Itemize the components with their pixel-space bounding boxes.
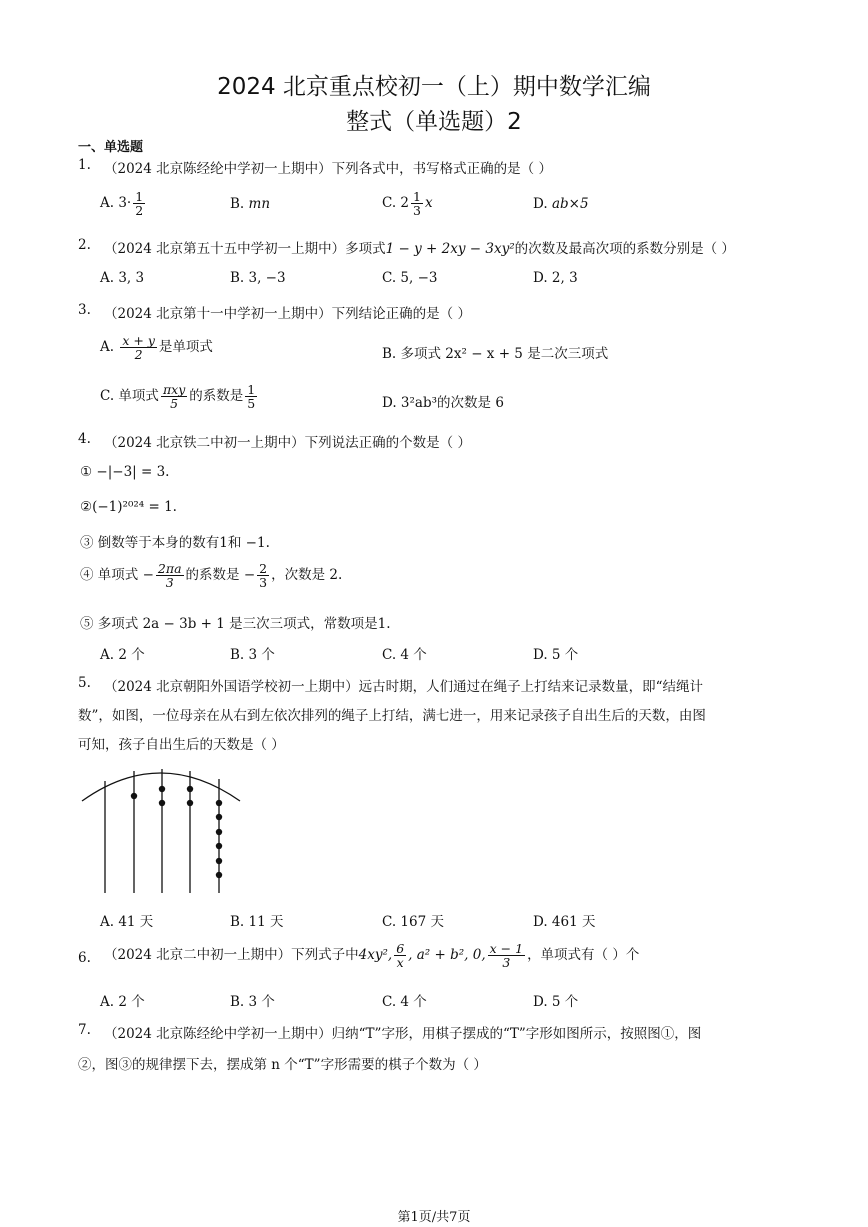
q1-option-c: C. 2 $\frac{1}{3}$ x [382,189,433,219]
q5-line-1: （2024 北京朝阳外国语学校初一上期中）远古时期，人们通过在绳子上打结来记录数量，即“结绳计 [104,679,704,695]
q6-option-b: B. 3 个 [230,994,275,1010]
q4-option-b: B. 3 个 [230,647,275,663]
q4-option-a: A. 2 个 [100,647,145,663]
q6-stem: （2024 北京二中初一上期中）下列式子中4xy², $\frac{6}{x}$ , a² + b², 0, $\frac{x - 1}{3}$ ，单项式有（ ）个 [104,941,640,971]
q4-option-d: D. 5 个 [533,647,579,663]
q4-option-c: C. 4 个 [382,647,427,663]
document-title: 2024 北京重点校初一（上）期中数学汇编 [217,74,651,100]
q2-stem: （2024 北京第五十五中学初一上期中）多项式1 − y + 2xy − 3xy²的次数及最高次项的系数分别是（ ） [104,241,735,257]
q1-option-b: B. mn [230,196,271,212]
page-footer: 第1页/共7页 [397,1210,471,1225]
q4-number: 4. [78,431,91,447]
q3-option-b: B. 多项式 2x² − x + 5 是二次三项式 [382,346,609,362]
q1-number: 1. [78,157,91,173]
q5-option-a: A. 41 天 [100,914,154,930]
q3-option-a: A. $\frac{x + y}{2}$ 是单项式 [100,333,213,363]
section-heading: 一、单选题 [78,140,144,155]
q3-stem: （2024 北京第十一中学初一上期中）下列结论正确的是（ ） [104,306,471,322]
q6-option-d: D. 5 个 [533,994,579,1010]
knot-rope-figure [78,765,248,897]
q2-option-b: B. 3, −3 [230,270,286,286]
q1-stem: （2024 北京陈经纶中学初一上期中）下列各式中，书写格式正确的是（ ） [104,161,552,177]
q4-statement-3: ③ 倒数等于本身的数有1和 −1. [80,535,270,551]
q3-option-c: C. 单项式 $\frac{\text{πxy}}{5}$ 的系数是 $\frac{1}{5}$ [100,382,256,412]
q4-stem: （2024 北京铁二中初一上期中）下列说法正确的个数是（ ） [104,435,471,451]
q2-option-d: D. 2, 3 [533,270,578,286]
q7-line-2: ②，图③的规律摆下去，摆成第 n 个“T”字形需要的棋子个数为（ ） [78,1057,487,1073]
q3-option-d: D. 3²ab³的次数是 6 [382,395,504,411]
q6-number: 6. [78,950,91,966]
q1-option-d: D. ab×5 [533,196,589,212]
q2-option-a: A. 3, 3 [100,270,145,286]
q2-number: 2. [78,237,91,253]
q5-option-b: B. 11 天 [230,914,284,930]
q5-line-2: 数”，如图，一位母亲在从右到左依次排列的绳子上打结，满七进一，用来记录孩子自出生后的天数，由图 [78,708,706,724]
q1-a-fraction: $\frac{1}{2}$ [135,189,144,219]
q6-option-a: A. 2 个 [100,994,145,1010]
q1-option-a: A. 3· $\frac{1}{2}$ [100,189,144,219]
q4-statement-2: ②(−1)²⁰²⁴ = 1. [80,499,177,515]
q3-number: 3. [78,302,91,318]
q5-number: 5. [78,675,91,691]
q4-statement-4: ④ 单项式 − $\frac{2\pi a}{3}$ 的系数是 − $\frac{2}{3}$ ，次数是 2. [80,561,343,591]
q5-line-3: 可知，孩子自出生后的天数是（ ） [78,737,285,753]
q5-option-c: C. 167 天 [382,914,444,930]
q4-statement-5: ⑤ 多项式 2a − 3b + 1 是三次三项式，常数项是1. [80,616,391,632]
q4-statement-1: ① −|−3| = 3. [80,464,170,480]
q7-line-1: （2024 北京陈经纶中学初一上期中）归纳“T”字形，用棋子摆成的“T”字形如图所示，按照图①，图 [104,1026,702,1042]
document-subtitle: 整式（单选题）2 [346,109,522,135]
q5-option-d: D. 461 天 [533,914,596,930]
q7-number: 7. [78,1022,91,1038]
q6-option-c: C. 4 个 [382,994,427,1010]
q2-option-c: C. 5, −3 [382,270,438,286]
